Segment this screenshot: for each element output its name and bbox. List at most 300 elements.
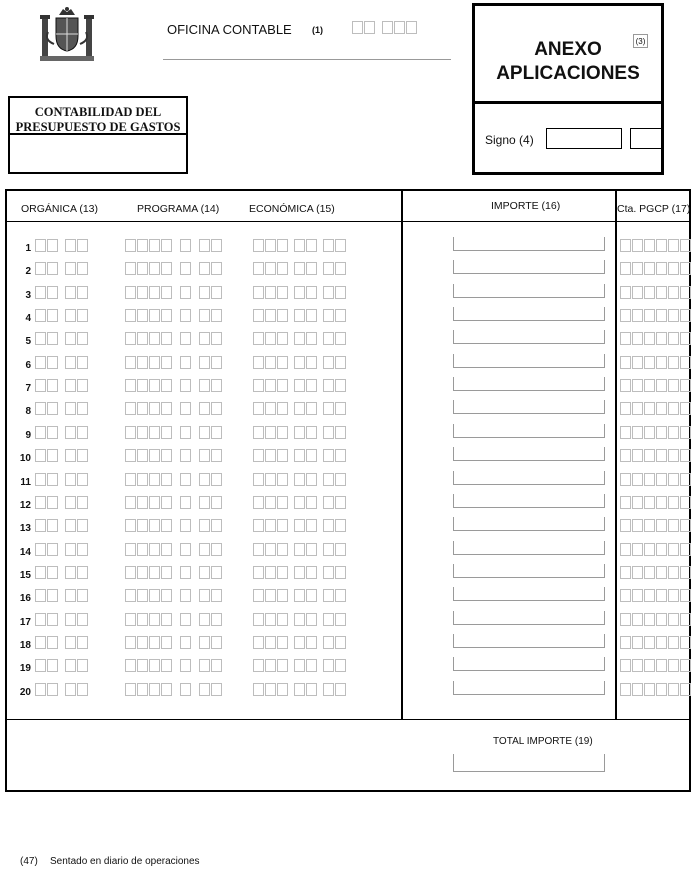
organica-digit-box[interactable] (77, 239, 88, 252)
economica-digit-box[interactable] (335, 496, 346, 509)
programa-digit-box[interactable] (149, 426, 160, 439)
programa-digit-box[interactable] (161, 473, 172, 486)
cta-pgcp-digit-box[interactable] (668, 589, 679, 602)
cta-pgcp-digit-box[interactable] (656, 402, 667, 415)
economica-field[interactable] (253, 309, 347, 322)
cta-pgcp-digit-box[interactable] (644, 239, 655, 252)
oficina-digit-box[interactable] (352, 21, 363, 34)
economica-digit-box[interactable] (306, 473, 317, 486)
programa-digit-box[interactable] (137, 402, 148, 415)
cta-pgcp-field[interactable] (620, 519, 692, 532)
programa-digit-box[interactable] (137, 519, 148, 532)
programa-field[interactable] (125, 262, 223, 275)
economica-digit-box[interactable] (306, 566, 317, 579)
cta-pgcp-digit-box[interactable] (680, 286, 691, 299)
cta-pgcp-digit-box[interactable] (620, 519, 631, 532)
programa-digit-box[interactable] (125, 683, 136, 696)
cta-pgcp-digit-box[interactable] (620, 566, 631, 579)
economica-digit-box[interactable] (323, 566, 334, 579)
cta-pgcp-digit-box[interactable] (644, 519, 655, 532)
organica-digit-box[interactable] (47, 449, 58, 462)
programa-field[interactable] (125, 473, 223, 486)
cta-pgcp-digit-box[interactable] (620, 262, 631, 275)
cta-pgcp-digit-box[interactable] (656, 239, 667, 252)
cta-pgcp-digit-box[interactable] (668, 566, 679, 579)
programa-digit-box[interactable] (161, 589, 172, 602)
programa-digit-box[interactable] (199, 613, 210, 626)
economica-digit-box[interactable] (335, 332, 346, 345)
economica-digit-box[interactable] (323, 473, 334, 486)
cta-pgcp-digit-box[interactable] (632, 402, 643, 415)
programa-digit-box[interactable] (211, 683, 222, 696)
programa-digit-box[interactable] (161, 239, 172, 252)
organica-digit-box[interactable] (47, 356, 58, 369)
programa-digit-box[interactable] (149, 379, 160, 392)
cta-pgcp-field[interactable] (620, 426, 692, 439)
programa-digit-box[interactable] (149, 239, 160, 252)
organica-digit-box[interactable] (35, 262, 46, 275)
economica-field[interactable] (253, 286, 347, 299)
organica-digit-box[interactable] (65, 473, 76, 486)
programa-digit-box[interactable] (180, 659, 191, 672)
programa-digit-box[interactable] (161, 426, 172, 439)
organica-digit-box[interactable] (65, 659, 76, 672)
cta-pgcp-field[interactable] (620, 659, 692, 672)
economica-digit-box[interactable] (253, 356, 264, 369)
organica-digit-box[interactable] (47, 683, 58, 696)
programa-digit-box[interactable] (211, 239, 222, 252)
importe-field[interactable] (453, 657, 605, 671)
importe-field[interactable] (453, 611, 605, 625)
economica-digit-box[interactable] (323, 589, 334, 602)
economica-field[interactable] (253, 262, 347, 275)
cta-pgcp-digit-box[interactable] (656, 262, 667, 275)
economica-digit-box[interactable] (253, 496, 264, 509)
programa-digit-box[interactable] (161, 332, 172, 345)
programa-digit-box[interactable] (125, 309, 136, 322)
organica-digit-box[interactable] (65, 636, 76, 649)
signo-suffix-field[interactable] (630, 128, 663, 149)
programa-digit-box[interactable] (161, 262, 172, 275)
programa-digit-box[interactable] (211, 449, 222, 462)
organica-digit-box[interactable] (65, 262, 76, 275)
economica-digit-box[interactable] (306, 426, 317, 439)
economica-digit-box[interactable] (277, 262, 288, 275)
economica-digit-box[interactable] (277, 613, 288, 626)
economica-digit-box[interactable] (323, 402, 334, 415)
organica-digit-box[interactable] (77, 543, 88, 556)
organica-digit-box[interactable] (65, 402, 76, 415)
economica-digit-box[interactable] (253, 589, 264, 602)
organica-digit-box[interactable] (35, 613, 46, 626)
cta-pgcp-digit-box[interactable] (656, 473, 667, 486)
importe-field[interactable] (453, 517, 605, 531)
organica-digit-box[interactable] (77, 262, 88, 275)
economica-digit-box[interactable] (265, 566, 276, 579)
programa-digit-box[interactable] (180, 473, 191, 486)
programa-digit-box[interactable] (125, 613, 136, 626)
cta-pgcp-digit-box[interactable] (680, 496, 691, 509)
organica-digit-box[interactable] (65, 589, 76, 602)
cta-pgcp-digit-box[interactable] (680, 449, 691, 462)
programa-digit-box[interactable] (211, 473, 222, 486)
programa-digit-box[interactable] (161, 636, 172, 649)
economica-digit-box[interactable] (335, 473, 346, 486)
organica-digit-box[interactable] (77, 589, 88, 602)
organica-field[interactable] (35, 309, 89, 322)
cta-pgcp-digit-box[interactable] (668, 543, 679, 556)
economica-digit-box[interactable] (306, 519, 317, 532)
economica-digit-box[interactable] (277, 286, 288, 299)
cta-pgcp-digit-box[interactable] (644, 683, 655, 696)
economica-digit-box[interactable] (294, 262, 305, 275)
economica-digit-box[interactable] (323, 636, 334, 649)
programa-digit-box[interactable] (199, 683, 210, 696)
cta-pgcp-digit-box[interactable] (644, 589, 655, 602)
cta-pgcp-digit-box[interactable] (656, 659, 667, 672)
programa-digit-box[interactable] (161, 613, 172, 626)
organica-digit-box[interactable] (77, 402, 88, 415)
economica-digit-box[interactable] (277, 332, 288, 345)
programa-field[interactable] (125, 332, 223, 345)
economica-digit-box[interactable] (277, 473, 288, 486)
economica-digit-box[interactable] (277, 589, 288, 602)
programa-digit-box[interactable] (211, 613, 222, 626)
economica-digit-box[interactable] (265, 262, 276, 275)
programa-digit-box[interactable] (125, 659, 136, 672)
programa-digit-box[interactable] (149, 496, 160, 509)
economica-digit-box[interactable] (335, 402, 346, 415)
organica-field[interactable] (35, 659, 89, 672)
programa-digit-box[interactable] (180, 449, 191, 462)
economica-digit-box[interactable] (335, 543, 346, 556)
importe-field[interactable] (453, 447, 605, 461)
programa-digit-box[interactable] (149, 683, 160, 696)
cta-pgcp-digit-box[interactable] (680, 402, 691, 415)
economica-digit-box[interactable] (294, 659, 305, 672)
cta-pgcp-digit-box[interactable] (668, 286, 679, 299)
programa-digit-box[interactable] (137, 613, 148, 626)
economica-digit-box[interactable] (265, 286, 276, 299)
cta-pgcp-digit-box[interactable] (632, 379, 643, 392)
organica-digit-box[interactable] (47, 426, 58, 439)
cta-pgcp-digit-box[interactable] (632, 519, 643, 532)
programa-digit-box[interactable] (161, 683, 172, 696)
programa-digit-box[interactable] (149, 356, 160, 369)
economica-digit-box[interactable] (253, 332, 264, 345)
economica-digit-box[interactable] (277, 659, 288, 672)
economica-digit-box[interactable] (306, 659, 317, 672)
programa-digit-box[interactable] (149, 449, 160, 462)
cta-pgcp-digit-box[interactable] (620, 426, 631, 439)
economica-digit-box[interactable] (253, 262, 264, 275)
oficina-contable-code-field[interactable] (352, 21, 418, 34)
economica-digit-box[interactable] (323, 239, 334, 252)
programa-digit-box[interactable] (137, 262, 148, 275)
economica-digit-box[interactable] (277, 379, 288, 392)
economica-field[interactable] (253, 566, 347, 579)
economica-digit-box[interactable] (335, 239, 346, 252)
organica-digit-box[interactable] (65, 449, 76, 462)
organica-digit-box[interactable] (47, 613, 58, 626)
organica-digit-box[interactable] (47, 636, 58, 649)
cta-pgcp-digit-box[interactable] (668, 379, 679, 392)
cta-pgcp-digit-box[interactable] (668, 309, 679, 322)
programa-digit-box[interactable] (180, 262, 191, 275)
organica-digit-box[interactable] (77, 473, 88, 486)
cta-pgcp-digit-box[interactable] (680, 589, 691, 602)
organica-digit-box[interactable] (65, 519, 76, 532)
organica-digit-box[interactable] (77, 449, 88, 462)
cta-pgcp-digit-box[interactable] (680, 659, 691, 672)
economica-digit-box[interactable] (306, 613, 317, 626)
programa-digit-box[interactable] (199, 496, 210, 509)
programa-digit-box[interactable] (199, 449, 210, 462)
programa-digit-box[interactable] (180, 309, 191, 322)
organica-digit-box[interactable] (65, 426, 76, 439)
organica-digit-box[interactable] (65, 543, 76, 556)
programa-digit-box[interactable] (137, 332, 148, 345)
cta-pgcp-digit-box[interactable] (656, 332, 667, 345)
economica-digit-box[interactable] (253, 309, 264, 322)
economica-digit-box[interactable] (306, 402, 317, 415)
economica-field[interactable] (253, 613, 347, 626)
economica-field[interactable] (253, 239, 347, 252)
oficina-digit-box[interactable] (406, 21, 417, 34)
cta-pgcp-digit-box[interactable] (620, 636, 631, 649)
programa-digit-box[interactable] (199, 309, 210, 322)
economica-digit-box[interactable] (277, 309, 288, 322)
economica-digit-box[interactable] (265, 659, 276, 672)
cta-pgcp-field[interactable] (620, 356, 692, 369)
organica-digit-box[interactable] (35, 356, 46, 369)
organica-field[interactable] (35, 473, 89, 486)
economica-digit-box[interactable] (253, 519, 264, 532)
cta-pgcp-digit-box[interactable] (632, 543, 643, 556)
importe-field[interactable] (453, 541, 605, 555)
cta-pgcp-digit-box[interactable] (632, 309, 643, 322)
cta-pgcp-digit-box[interactable] (620, 613, 631, 626)
importe-field[interactable] (453, 260, 605, 274)
programa-field[interactable] (125, 589, 223, 602)
economica-digit-box[interactable] (277, 636, 288, 649)
programa-digit-box[interactable] (199, 379, 210, 392)
programa-digit-box[interactable] (211, 566, 222, 579)
organica-field[interactable] (35, 683, 89, 696)
organica-field[interactable] (35, 402, 89, 415)
economica-digit-box[interactable] (323, 613, 334, 626)
programa-digit-box[interactable] (199, 636, 210, 649)
oficina-digit-box[interactable] (382, 21, 393, 34)
economica-digit-box[interactable] (253, 379, 264, 392)
economica-field[interactable] (253, 683, 347, 696)
total-importe-field[interactable] (453, 754, 605, 772)
programa-field[interactable] (125, 683, 223, 696)
economica-digit-box[interactable] (277, 519, 288, 532)
cta-pgcp-digit-box[interactable] (620, 496, 631, 509)
importe-field[interactable] (453, 284, 605, 298)
cta-pgcp-digit-box[interactable] (620, 473, 631, 486)
economica-field[interactable] (253, 636, 347, 649)
programa-digit-box[interactable] (149, 332, 160, 345)
cta-pgcp-digit-box[interactable] (620, 239, 631, 252)
cta-pgcp-digit-box[interactable] (680, 683, 691, 696)
cta-pgcp-digit-box[interactable] (632, 659, 643, 672)
organica-digit-box[interactable] (65, 332, 76, 345)
programa-digit-box[interactable] (180, 636, 191, 649)
economica-digit-box[interactable] (265, 449, 276, 462)
programa-digit-box[interactable] (149, 566, 160, 579)
importe-field[interactable] (453, 564, 605, 578)
cta-pgcp-digit-box[interactable] (656, 636, 667, 649)
programa-digit-box[interactable] (161, 356, 172, 369)
programa-field[interactable] (125, 496, 223, 509)
cta-pgcp-digit-box[interactable] (632, 426, 643, 439)
economica-digit-box[interactable] (335, 286, 346, 299)
cta-pgcp-digit-box[interactable] (632, 449, 643, 462)
economica-digit-box[interactable] (323, 683, 334, 696)
programa-digit-box[interactable] (199, 426, 210, 439)
economica-digit-box[interactable] (294, 332, 305, 345)
cta-pgcp-digit-box[interactable] (620, 449, 631, 462)
organica-digit-box[interactable] (47, 379, 58, 392)
cta-pgcp-digit-box[interactable] (668, 659, 679, 672)
cta-pgcp-digit-box[interactable] (668, 636, 679, 649)
economica-digit-box[interactable] (323, 379, 334, 392)
programa-digit-box[interactable] (199, 402, 210, 415)
organica-digit-box[interactable] (35, 473, 46, 486)
organica-digit-box[interactable] (35, 449, 46, 462)
economica-digit-box[interactable] (277, 496, 288, 509)
economica-digit-box[interactable] (306, 332, 317, 345)
cta-pgcp-digit-box[interactable] (620, 309, 631, 322)
economica-digit-box[interactable] (294, 449, 305, 462)
programa-digit-box[interactable] (199, 239, 210, 252)
organica-digit-box[interactable] (47, 473, 58, 486)
organica-field[interactable] (35, 636, 89, 649)
economica-digit-box[interactable] (306, 636, 317, 649)
organica-digit-box[interactable] (47, 402, 58, 415)
cta-pgcp-digit-box[interactable] (632, 286, 643, 299)
economica-digit-box[interactable] (294, 402, 305, 415)
programa-digit-box[interactable] (199, 332, 210, 345)
cta-pgcp-digit-box[interactable] (632, 589, 643, 602)
economica-digit-box[interactable] (335, 379, 346, 392)
organica-digit-box[interactable] (77, 613, 88, 626)
programa-digit-box[interactable] (180, 543, 191, 556)
cta-pgcp-digit-box[interactable] (668, 613, 679, 626)
organica-digit-box[interactable] (65, 683, 76, 696)
organica-digit-box[interactable] (77, 519, 88, 532)
programa-digit-box[interactable] (211, 519, 222, 532)
programa-digit-box[interactable] (137, 239, 148, 252)
organica-digit-box[interactable] (65, 566, 76, 579)
economica-field[interactable] (253, 426, 347, 439)
economica-digit-box[interactable] (277, 402, 288, 415)
economica-digit-box[interactable] (294, 589, 305, 602)
economica-digit-box[interactable] (335, 613, 346, 626)
economica-digit-box[interactable] (265, 613, 276, 626)
economica-digit-box[interactable] (265, 589, 276, 602)
cta-pgcp-digit-box[interactable] (644, 356, 655, 369)
economica-digit-box[interactable] (277, 449, 288, 462)
programa-digit-box[interactable] (180, 683, 191, 696)
cta-pgcp-digit-box[interactable] (656, 566, 667, 579)
programa-digit-box[interactable] (137, 426, 148, 439)
economica-digit-box[interactable] (253, 566, 264, 579)
importe-field[interactable] (453, 354, 605, 368)
programa-digit-box[interactable] (149, 659, 160, 672)
organica-digit-box[interactable] (77, 286, 88, 299)
economica-field[interactable] (253, 332, 347, 345)
importe-field[interactable] (453, 400, 605, 414)
organica-field[interactable] (35, 543, 89, 556)
economica-digit-box[interactable] (277, 356, 288, 369)
economica-digit-box[interactable] (306, 379, 317, 392)
programa-digit-box[interactable] (199, 589, 210, 602)
organica-field[interactable] (35, 449, 89, 462)
cta-pgcp-digit-box[interactable] (620, 379, 631, 392)
economica-digit-box[interactable] (335, 426, 346, 439)
cta-pgcp-digit-box[interactable] (656, 519, 667, 532)
organica-field[interactable] (35, 286, 89, 299)
organica-digit-box[interactable] (47, 286, 58, 299)
cta-pgcp-field[interactable] (620, 566, 692, 579)
economica-digit-box[interactable] (323, 519, 334, 532)
programa-digit-box[interactable] (137, 449, 148, 462)
economica-digit-box[interactable] (306, 683, 317, 696)
cta-pgcp-digit-box[interactable] (620, 356, 631, 369)
economica-digit-box[interactable] (294, 636, 305, 649)
cta-pgcp-digit-box[interactable] (680, 543, 691, 556)
economica-digit-box[interactable] (306, 356, 317, 369)
organica-digit-box[interactable] (77, 683, 88, 696)
cta-pgcp-digit-box[interactable] (632, 683, 643, 696)
economica-field[interactable] (253, 449, 347, 462)
organica-digit-box[interactable] (77, 496, 88, 509)
organica-digit-box[interactable] (35, 566, 46, 579)
importe-field[interactable] (453, 377, 605, 391)
economica-field[interactable] (253, 589, 347, 602)
programa-field[interactable] (125, 402, 223, 415)
programa-digit-box[interactable] (199, 356, 210, 369)
economica-digit-box[interactable] (323, 356, 334, 369)
programa-digit-box[interactable] (125, 496, 136, 509)
organica-digit-box[interactable] (35, 519, 46, 532)
cta-pgcp-digit-box[interactable] (668, 239, 679, 252)
cta-pgcp-digit-box[interactable] (656, 286, 667, 299)
programa-digit-box[interactable] (125, 402, 136, 415)
cta-pgcp-digit-box[interactable] (620, 589, 631, 602)
cta-pgcp-field[interactable] (620, 543, 692, 556)
cta-pgcp-digit-box[interactable] (632, 566, 643, 579)
organica-digit-box[interactable] (47, 309, 58, 322)
programa-digit-box[interactable] (137, 566, 148, 579)
cta-pgcp-field[interactable] (620, 262, 692, 275)
cta-pgcp-digit-box[interactable] (656, 379, 667, 392)
cta-pgcp-field[interactable] (620, 636, 692, 649)
organica-field[interactable] (35, 356, 89, 369)
cta-pgcp-digit-box[interactable] (632, 613, 643, 626)
programa-digit-box[interactable] (137, 356, 148, 369)
economica-digit-box[interactable] (323, 543, 334, 556)
cta-pgcp-field[interactable] (620, 309, 692, 322)
economica-digit-box[interactable] (335, 566, 346, 579)
programa-digit-box[interactable] (125, 543, 136, 556)
organica-digit-box[interactable] (35, 636, 46, 649)
organica-field[interactable] (35, 379, 89, 392)
programa-field[interactable] (125, 543, 223, 556)
